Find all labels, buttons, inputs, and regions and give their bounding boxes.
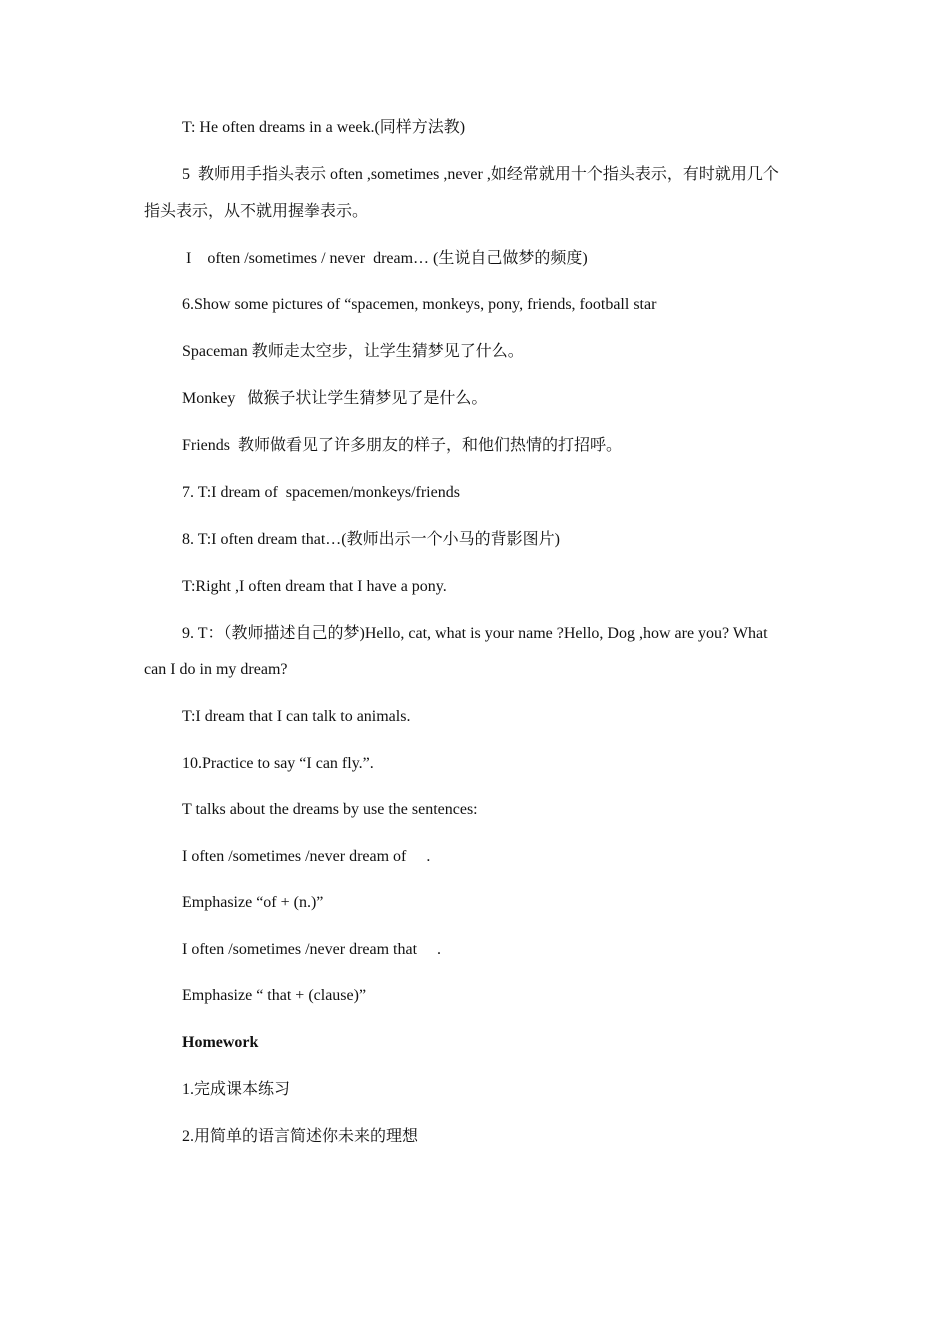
line-2: 5 教师用手指头表示 often ,sometimes ,never ,如经常就用十个指头表示，有时就用几个 bbox=[182, 166, 779, 183]
line-11: T:Right ,I often dream that I have a pony. bbox=[182, 578, 447, 595]
line-12: 9. T：（教师描述自己的梦)Hello, cat, what is your name ?Hello, Dog ,how are you? What bbox=[182, 625, 768, 642]
line-17: I often /sometimes /never dream of . bbox=[182, 848, 431, 865]
homework-heading: Homework bbox=[182, 1034, 259, 1051]
line-6: Spaceman 教师走太空步，让学生猜梦见了什么。 bbox=[182, 343, 524, 360]
line-7: Monkey 做猴子状让学生猜梦见了是什么。 bbox=[182, 390, 488, 407]
line-16: T talks about the dreams by use the sentences: bbox=[182, 801, 478, 818]
line-1: T: He often dreams in a week.(同样方法教) bbox=[182, 119, 466, 136]
line-3: 指头表示，从不就用握拳表示。 bbox=[144, 203, 369, 220]
homework-item-2: 2.用简单的语言简述你未来的理想 bbox=[182, 1128, 419, 1145]
line-18: Emphasize “of + (n.)” bbox=[182, 894, 324, 911]
line-9: 7. T:I dream of spacemen/monkeys/friends bbox=[182, 484, 460, 501]
line-10: 8. T:I often dream that…(教师出示一个小马的背影图片) bbox=[182, 531, 560, 548]
line-5: 6.Show some pictures of “spacemen, monkeys, pony, friends, football star bbox=[182, 296, 657, 313]
line-20: Emphasize “ that + (clause)” bbox=[182, 987, 367, 1004]
line-13: can I do in my dream? bbox=[144, 661, 288, 678]
line-4: I often /sometimes / never dream… (生说自己做梦的频度) bbox=[182, 250, 588, 267]
line-14: T:I dream that I can talk to animals. bbox=[182, 708, 411, 725]
homework-item-1: 1.完成课本练习 bbox=[182, 1081, 291, 1098]
line-15: 10.Practice to say “I can fly.”. bbox=[182, 755, 374, 772]
line-19: I often /sometimes /never dream that . bbox=[182, 941, 442, 958]
line-8: Friends 教师做看见了许多朋友的样子，和他们热情的打招呼。 bbox=[182, 437, 623, 454]
